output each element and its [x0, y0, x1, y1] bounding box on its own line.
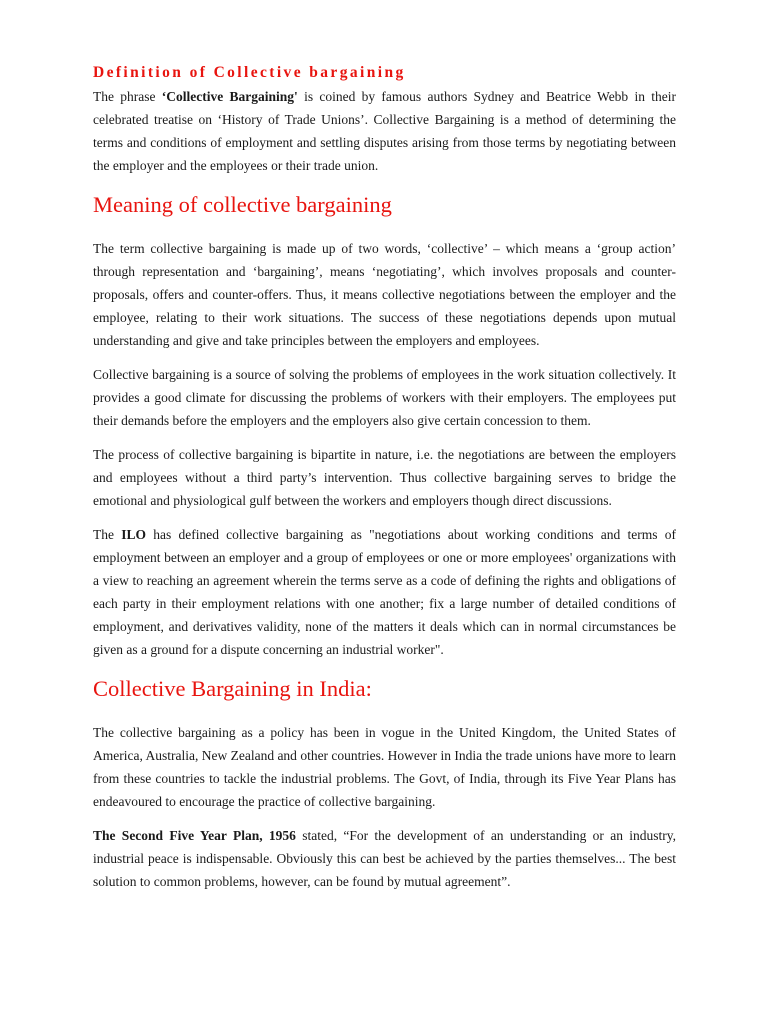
bold-term-second-five-year-plan: The Second Five Year Plan, 1956 — [93, 828, 296, 843]
document-page — [93, 62, 676, 893]
bold-term-collective-bargaining: ‘Collective Bargaining' — [161, 89, 298, 104]
heading-india: Collective Bargaining in India: — [93, 676, 372, 701]
paragraph-second-five-year-plan — [93, 824, 676, 893]
bold-term-ilo: ILO — [121, 527, 146, 542]
text-run: has defined collective bargaining as "negotiations about working conditions and terms of employment between an employer and a group of employees or one or more employees' organizations with a view to reaching an agreement wherein the terms serve as a code of defining the rights and obligations of each party in their employment relations with one another; fix a large number of detailed conditions of employment, and derivatives validity, none of the matters it deals which can in normal circumstances be given as a ground for a dispute concerning an industrial worker". — [93, 527, 676, 657]
text-run: The phrase — [93, 89, 162, 104]
text-run: The — [93, 527, 122, 542]
heading-meaning: Meaning of collective bargaining — [93, 192, 392, 217]
text-run: stated, “For the development of an understanding or an industry, industrial peace is indispensable. Obviously this can best be achieved by the parties themselves... The best solution to common problems, however, can be found by mutual agreement”. — [93, 828, 676, 889]
paragraph-meaning-3: The process of collective bargaining is bipartite in nature, i.e. the negotiations are between the employers and employees without a third party’s intervention. Thus collective bargaining serves to bridge the emotional and physiological gulf between the workers and employers though direct discussions. — [93, 447, 676, 508]
paragraph-meaning-1: The term collective bargaining is made up of two words, ‘collective’ – which means a ‘group action’ through representation and ‘bargaining’, means ‘negotiating’, which involves proposals and counter-proposals, offers and counter-offers. Thus, it means collective negotiations between the employer and the employee, relating to their work situations. The success of these negotiations depends upon mutual understanding and give and take principles between the employers and employees. — [93, 241, 676, 348]
paragraph-india-1: The collective bargaining as a policy has been in vogue in the United Kingdom, the United States of America, Australia, New Zealand and other countries. However in India the trade unions have more to learn from these countries to tackle the industrial problems. The Govt, of India, through its Five Year Plans has endeavoured to encourage the practice of collective bargaining. — [93, 725, 676, 809]
paragraph-ilo-definition — [93, 523, 676, 661]
heading-definition: Definition of Collective bargaining — [93, 64, 406, 81]
paragraph-definition — [93, 85, 676, 177]
paragraph-meaning-2: Collective bargaining is a source of solving the problems of employees in the work situation collectively. It provides a good climate for discussing the problems of workers with their employers. The employees put their demands before the employers and the employers also give certain concession to them. — [93, 367, 676, 428]
text-run: is coined by famous authors Sydney and Beatrice Webb in their celebrated treatise on ‘History of Trade Unions’. Collective Bargaining is a method of determining the terms and conditions of employment and settling disputes arising from those terms by negotiating between the employer and the employees or their trade union. — [93, 89, 676, 173]
